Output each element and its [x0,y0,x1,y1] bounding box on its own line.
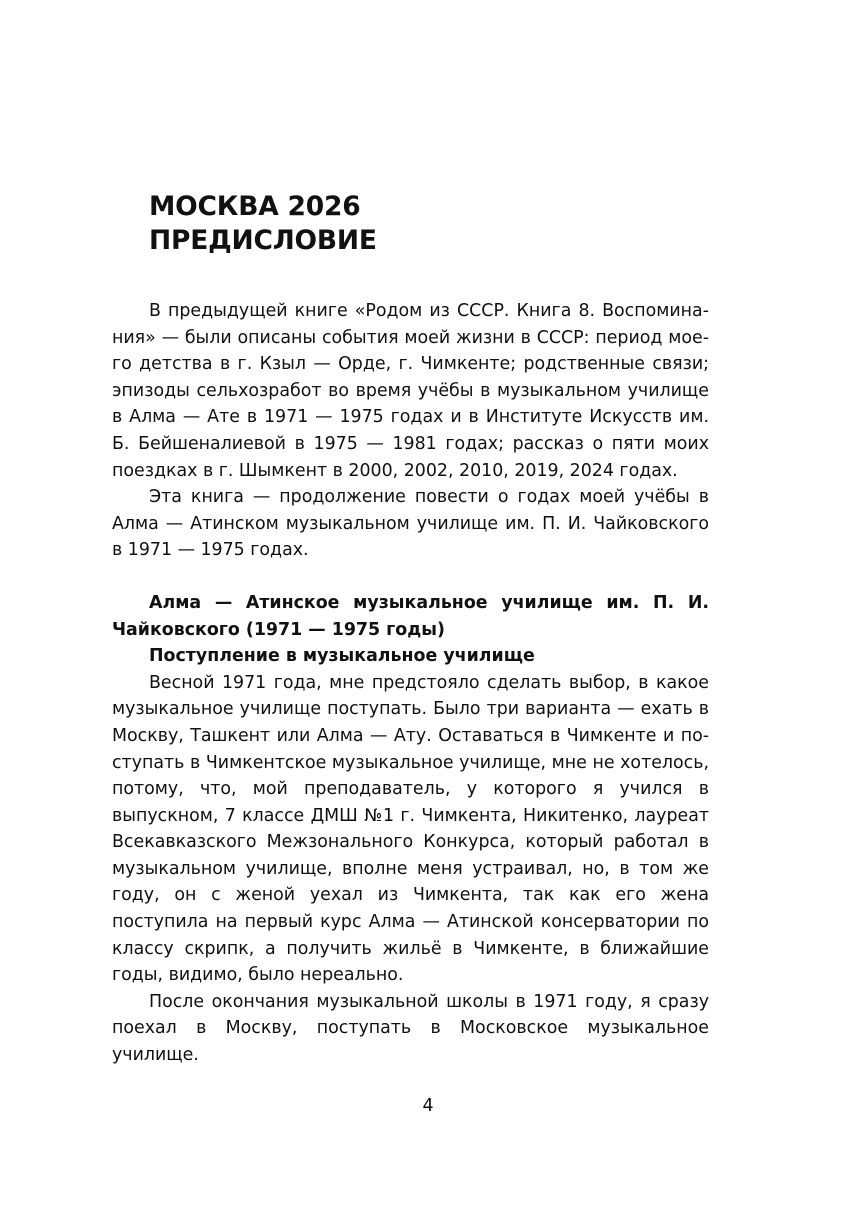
page-content [112,190,709,1069]
title-block [112,190,709,258]
chapter-paragraph-1: Весной 1971 года, мне предстояло сделать выбор, в какое музыкальное училище поступать. Было три варианта — ехать в Москву, Ташкент или Алма — Ату. Оставаться в Чимкенте и поступать в Чимкентское музыкальное училище, мне не хотелось, потому, что, мой преподаватель, у которого я учился в выпускном, 7 классе ДМШ №1 г. Чимкента, Никитенко, лауреат Всекавказского Межзонального Конкурса, который работал в музыкальном училище, вполне меня устраивал, но, в том же году, он с женой уехал из Чимкента, так как его жена поступила на первый курс Алма — Атинской консерватории по классу скрипк, а получить жильё в Чимкенте, в ближайшие годы, видимо, было нереально. [112,672,709,986]
spacer [112,258,709,298]
spacer [112,564,709,590]
title-line-preface: ПРЕДИСЛОВИЕ [149,225,377,256]
preface-paragraph-1: В предыдущей книге «Родом из СССР. Книга 8. Воспоминания» — были описаны события моей жизни в СССР: период моего детства в г. Кзыл — Орде, г. Чимкенте; родственные связи; эпизоды сельхозработ во время учёбы в музыкальном училище в Алма — Ате в 1971 — 1975 годах и в Институте Искусств им. Б. Бейшеналиевой в 1975 — 1981 годах; рассказ о пяти моих поездках в г. Шымкент в 2000, 2002, 2010, 2019, 2024 годах. [112,301,709,481]
title-line-city-year: МОСКВА 2026 [149,191,361,222]
chapter-title: Алма — Атинское музыкальное училище им. П. И. Чайковского (1971 — 1975 годы) [112,592,709,640]
page-number: 4 [422,1096,434,1116]
chapter-subtitle: Поступление в музыкальное училище [149,646,535,667]
preface-paragraph-2: Эта книга — продолжение повести о годах моей учёбы в Алма — Атинском музыкальном училище им. П. И. Чайковского в 1971 — 1975 годах. [112,487,709,561]
chapter-paragraph-2: После окончания музыкальной школы в 1971 году, я сразу поехал в Москву, поступать в Московское музыкальное училище. [112,991,709,1066]
